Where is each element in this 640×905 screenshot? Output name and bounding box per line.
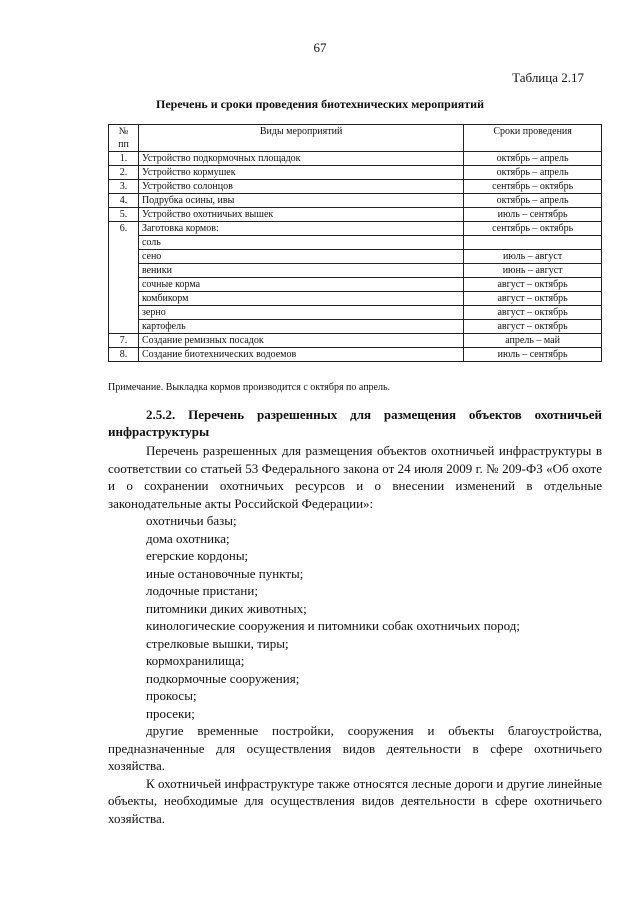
subrow-period: август – октябрь	[464, 320, 602, 334]
row-period: сентябрь – октябрь	[464, 222, 602, 236]
table-row	[109, 152, 602, 166]
list-item: лодочные пристани;	[146, 583, 258, 598]
page-number: 67	[313, 40, 327, 55]
subrow-period: август – октябрь	[464, 292, 602, 306]
table-row	[109, 334, 602, 348]
table-subrow	[109, 236, 602, 250]
intro-paragraph: Перечень разрешенных для размещения объектов охотничьей инфраструктуры в соответствии со статьей 53 Федерального закона от 24 июля 2009 г. № 209-ФЗ «Об охоте и о сохранении охотничьих ресурсов и о внесении изменений в отдельные законодательные акты Российской Федерации»:	[108, 443, 602, 511]
section-heading: 2.5.2. Перечень разрешенных для размещения объектов охотничьей инфраструктуры	[108, 407, 602, 439]
table-row	[109, 166, 602, 180]
row-number: 2.	[109, 166, 139, 180]
list-item: дома охотника;	[146, 530, 230, 546]
table-row	[109, 208, 602, 222]
list-item: прокосы;	[146, 688, 197, 703]
row-kind: Устройство подкормочных площадок	[138, 152, 463, 166]
subrow-period	[464, 236, 602, 250]
subrow-period: июнь – август	[464, 264, 602, 278]
row-period: октябрь – апрель	[464, 152, 602, 166]
table-subrow	[109, 278, 602, 292]
row-kind: Создание биотехнических водоемов	[138, 348, 463, 362]
table-row	[109, 180, 602, 194]
table-title: Перечень и сроки проведения биотехнических мероприятий	[156, 97, 484, 111]
table-row	[109, 222, 602, 236]
row-number: 1.	[109, 152, 139, 166]
table-subrow	[109, 250, 602, 264]
row-kind: Создание ремизных посадок	[138, 334, 463, 348]
subrow-kind: зерно	[138, 306, 463, 320]
row-period: июль – сентябрь	[464, 348, 602, 362]
row-kind: Заготовка кормов:	[138, 222, 463, 236]
infrastructure-list	[108, 512, 602, 722]
subrow-kind: веники	[138, 264, 463, 278]
table-subrow	[109, 292, 602, 306]
table-subrow	[109, 320, 602, 334]
measures-table	[108, 124, 602, 362]
list-item: просеки;	[146, 705, 195, 721]
section-body	[108, 442, 602, 827]
row-kind: Подрубка осины, ивы	[138, 194, 463, 208]
table-row	[109, 348, 602, 362]
table-row	[109, 194, 602, 208]
table-number: Таблица 2.17	[512, 70, 584, 85]
row-period: апрель – май	[464, 334, 602, 348]
subrow-kind: сочные корма	[138, 278, 463, 292]
row-number: 3.	[109, 180, 139, 194]
row-number: 8.	[109, 348, 139, 362]
list-item: охотничьи базы;	[146, 513, 237, 528]
list-item: егерские кордоны;	[146, 548, 249, 563]
list-last-item: другие временные постройки, сооружения и объекты благоустройства, предназначенные для осуществления видов деятельности в сфере охотничьего хозяйства.	[108, 723, 602, 773]
row-period: сентябрь – октябрь	[464, 180, 602, 194]
list-item: иные остановочные пункты;	[146, 565, 304, 581]
row-number: 7.	[109, 334, 139, 348]
subrow-kind: комбикорм	[138, 292, 463, 306]
subrow-period: август – октябрь	[464, 306, 602, 320]
row-number: 4.	[109, 194, 139, 208]
table-subrow	[109, 264, 602, 278]
row-number: 6.	[109, 222, 139, 334]
row-kind: Устройство солонцов	[138, 180, 463, 194]
table-note: Примечание. Выкладка кормов производится с октября по апрель.	[108, 382, 391, 393]
row-kind: Устройство кормушек	[138, 166, 463, 180]
subrow-period: август – октябрь	[464, 278, 602, 292]
row-period: октябрь – апрель	[464, 166, 602, 180]
row-kind: Устройство охотничьих вышек	[138, 208, 463, 222]
row-period: июль – сентябрь	[464, 208, 602, 222]
header-kind: Виды мероприятий	[138, 125, 463, 152]
list-item: стрелковые вышки, тиры;	[146, 635, 289, 651]
list-item: кормохранилища;	[146, 653, 245, 668]
list-item: питомники диких животных;	[146, 600, 307, 616]
header-number: № пп	[109, 125, 139, 152]
closing-paragraph: К охотничьей инфраструктуре также относятся лесные дороги и другие линейные объекты, необходимые для осуществления видов деятельности в сфере охотничьего хозяйства.	[108, 775, 602, 826]
header-period: Сроки проведения	[464, 125, 602, 152]
row-period: октябрь – апрель	[464, 194, 602, 208]
subrow-kind: картофель	[138, 320, 463, 334]
subrow-period: июль – август	[464, 250, 602, 264]
table-header-row	[109, 125, 602, 152]
subrow-kind: сено	[138, 250, 463, 264]
list-item: подкормочные сооружения;	[146, 670, 300, 686]
list-item: кинологические сооружения и питомники собак охотничьих пород;	[146, 618, 521, 633]
row-number: 5.	[109, 208, 139, 222]
subrow-kind: соль	[138, 236, 463, 250]
table-subrow	[109, 306, 602, 320]
